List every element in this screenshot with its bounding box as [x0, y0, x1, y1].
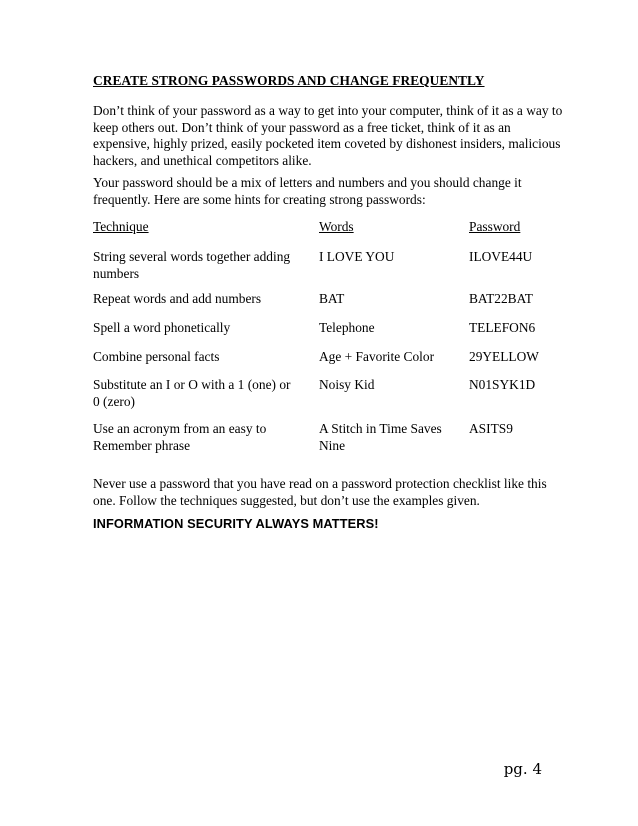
- password-cell: N01SYK1D: [469, 377, 536, 392]
- technique-cell: Combine personal facts: [93, 349, 220, 364]
- intro-paragraph: Don’t think of your password as a way to get into your computer, think of it as a way to keep others out. Don’t think of your password as a free ticket, think of it as an expensive, highly prized, easily pocketed item coveted by dishonest insiders, malicious hackers, and unethical competitors alike.: [93, 103, 563, 168]
- words-cell: Telephone: [319, 320, 375, 335]
- security-banner: INFORMATION SECURITY ALWAYS MATTERS!: [93, 516, 379, 531]
- password-cell: ASITS9: [469, 421, 513, 436]
- header-technique: Technique: [93, 219, 149, 234]
- words-cell: BAT: [319, 291, 345, 306]
- words-cell: A Stitch in Time Saves Nine: [319, 421, 442, 453]
- password-cell: 29YELLOW: [469, 349, 539, 364]
- technique-cell: Repeat words and add numbers: [93, 291, 262, 306]
- technique-cell: Spell a word phonetically: [93, 320, 231, 335]
- words-cell: Age + Favorite Color: [319, 349, 435, 364]
- section-heading: CREATE STRONG PASSWORDS AND CHANGE FREQUENTLY: [93, 73, 485, 88]
- words-cell: I LOVE YOU: [319, 249, 395, 264]
- table-row: [93, 421, 553, 455]
- password-cell: TELEFON6: [469, 320, 536, 335]
- password-cell: BAT22BAT: [469, 291, 533, 306]
- hints-paragraph: Your password should be a mix of letters and numbers and you should change it frequently. Here are some hints for creating strong passwords:: [93, 175, 522, 207]
- words-cell: Noisy Kid: [319, 377, 375, 392]
- table-row: [93, 377, 553, 411]
- header-words: Words: [319, 219, 354, 234]
- technique-cell: String several words together adding numbers: [93, 249, 291, 281]
- technique-cell: Substitute an I or O with a 1 (one) or 0 (zero): [93, 377, 291, 409]
- table-header-row: [93, 219, 553, 253]
- password-cell: ILOVE44U: [469, 249, 533, 264]
- table-row: [93, 249, 553, 283]
- page-number: pg. 4: [503, 760, 542, 778]
- technique-cell: Use an acronym from an easy to Remember phrase: [93, 421, 267, 453]
- header-password: Password: [469, 219, 521, 234]
- warning-paragraph: Never use a password that you have read on a password protection checklist like this one. Follow the techniques suggested, but don’t use the examples given.: [93, 476, 547, 508]
